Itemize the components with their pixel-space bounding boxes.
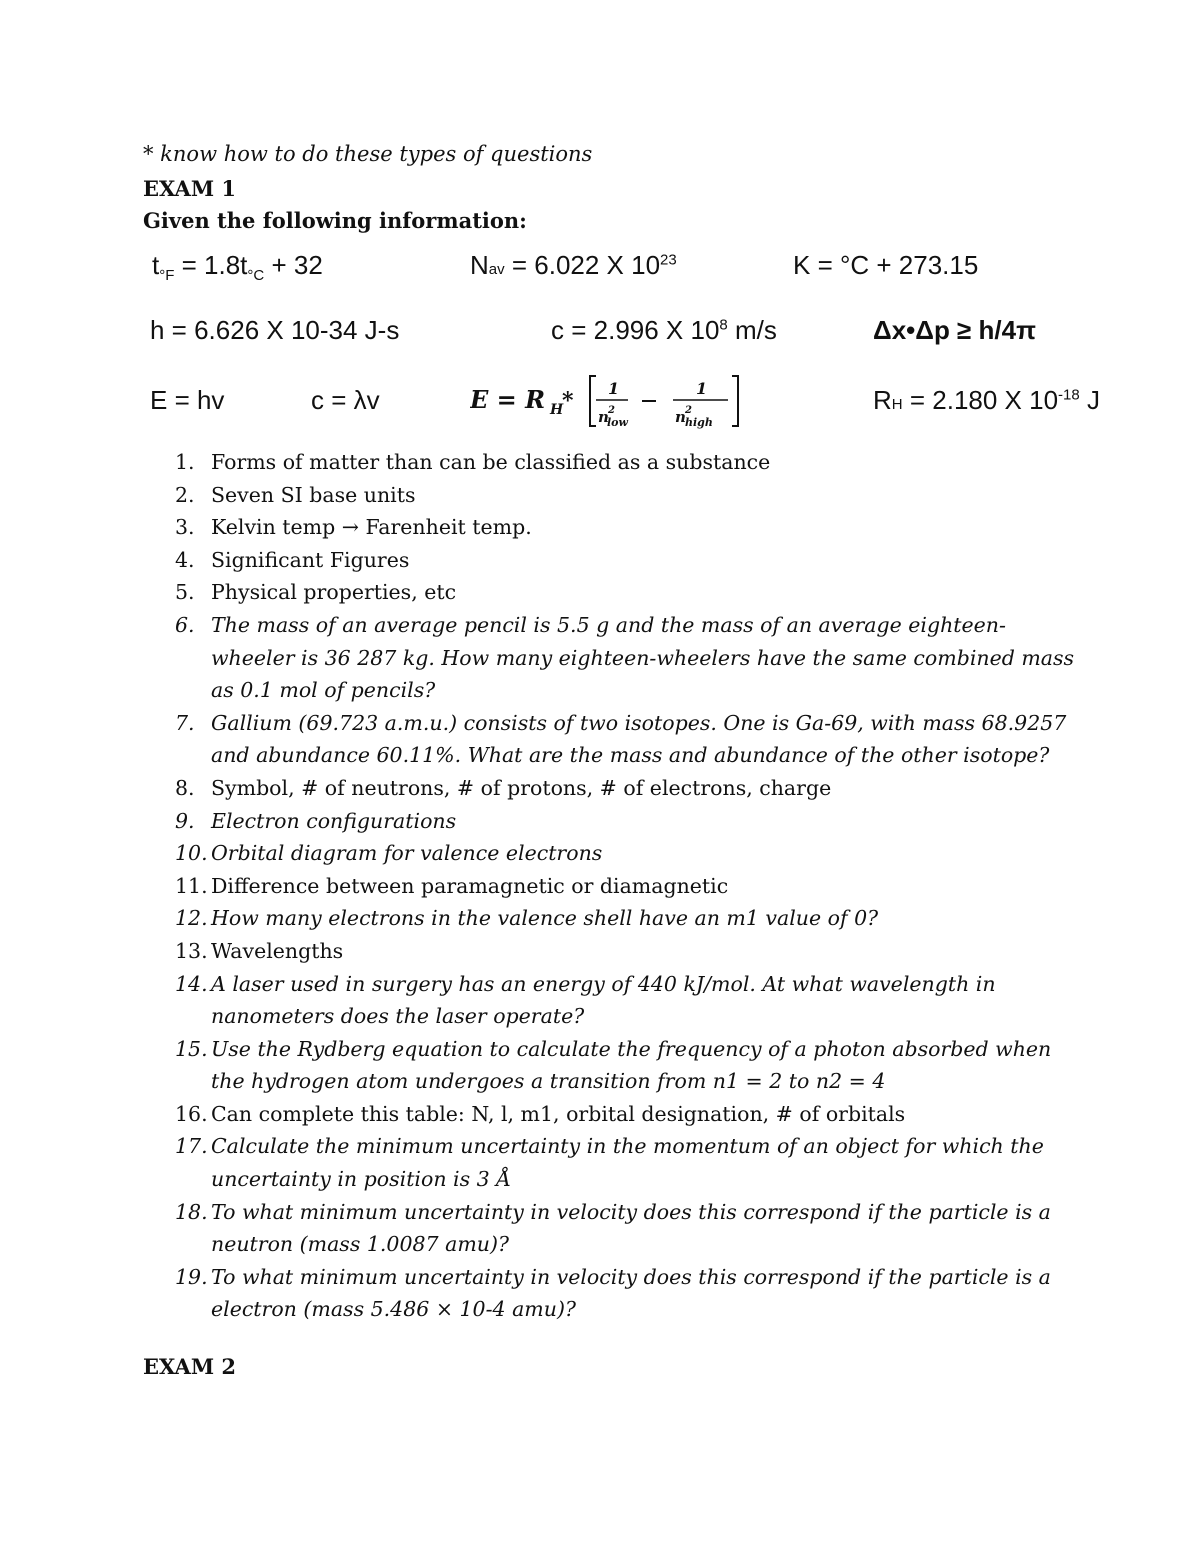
list-item: 10. Orbital diagram for valence electrons [175,841,603,866]
left-bracket [590,376,596,426]
rydberg-constant: RH = 2.180 X $10^{-18}$ J [873,385,1100,415]
list-item: 8. Symbol, # of neutrons, # of protons, # of electrons, charge [175,775,832,800]
list-item: 7. Gallium (69.723 a.m.u.) consists of two isotopes. One is Ga-69, with mass 68.9257 and abundance 60.11%. What are the mass and abundance of the other isotope? [175,710,1067,768]
list-item: 9. Electron configurations [175,808,457,833]
right-bracket [732,376,738,426]
temperature-formula: $t_{^\circ F} = 1.8t_{^\circ C} + 32$ [152,250,323,285]
list-item: 18. To what minimum uncertainty in velocity does this correspond if the particle is a neutron (mass 1.0087 amu)? [175,1199,1051,1257]
list-item: 13. Wavelengths [175,938,344,963]
svg-text:1: 1 [696,379,708,398]
svg-text:n: n [598,408,609,426]
energy-formula: E = hv [150,385,225,415]
study-note: * know how to do these types of questions [143,142,593,166]
exam1-heading: EXAM 1 [143,176,237,201]
list-item: 4. Significant Figures [175,547,410,572]
list-item: 1. Forms of matter than can be classified as a substance [175,450,771,474]
svg-text:n: n [675,408,686,426]
rydberg-equation [470,370,760,438]
kelvin-formula: K = °C + 273.15 [793,250,979,280]
list-item: 6. The mass of an average pencil is 5.5 g and the mass of an average eighteen-wheeler is 36 287 kg. How many eighteen-wheelers have the same combined mass as 0.1 mol of pencils? [175,612,1075,703]
list-item: 14. A laser used in surgery has an energy of 440 kJ/mol. At what wavelength in nanometers does the laser operate? [175,971,996,1029]
list-item: 5. Physical properties, etc [175,580,457,605]
list-item: 3. Kelvin temp → Farenheit temp. [175,515,532,540]
list-item: 16. Can complete this table: N, l, m1, orbital designation, # of orbitals [175,1101,906,1126]
given-heading: Given the following information: [143,208,527,233]
exam2-heading: EXAM 2 [143,1354,237,1379]
svg-text:*: * [562,388,574,414]
list-item: 11. Difference between paramagnetic or diamagnetic [175,873,729,898]
svg-text:2: 2 [608,405,615,416]
svg-text:low: low [607,416,628,429]
list-item: 12. How many electrons in the valence shell have an m1 value of 0? [175,906,879,931]
svg-text:1: 1 [608,379,620,398]
avogadro-formula: Nav = 6.022 X $10^{23}$ [470,250,677,280]
list-item: 19. To what minimum uncertainty in velocity does this correspond if the particle is a electron (mass 5.486 × 10-4 amu)? [175,1264,1051,1322]
list-item: 17. Calculate the minimum uncertainty in the momentum of an object for which the uncertainty in position is 3 Å [175,1134,1044,1192]
question-list [175,446,1075,1326]
rydberg-equation-svg [470,370,760,432]
uncertainty-principle: Δx•Δp ≥ h/4π [873,315,1037,345]
list-item: 2. Seven SI base units [175,482,416,507]
speed-of-light: c = 2.996 X $10^8$ m/s [551,315,777,345]
svg-text:H: H [550,402,564,418]
planck-constant: h = 6.626 X 10-34 J-s [150,315,400,345]
svg-text:2: 2 [685,405,692,416]
svg-text:E = R: E = R [470,385,546,414]
svg-text:high: high [685,416,713,429]
list-item: 15. Use the Rydberg equation to calculate the frequency of a photon absorbed when the hydrogen atom undergoes a transition from n1 = 2 to n2 = 4 [175,1036,1052,1094]
wave-formula: c = λv [311,385,380,415]
